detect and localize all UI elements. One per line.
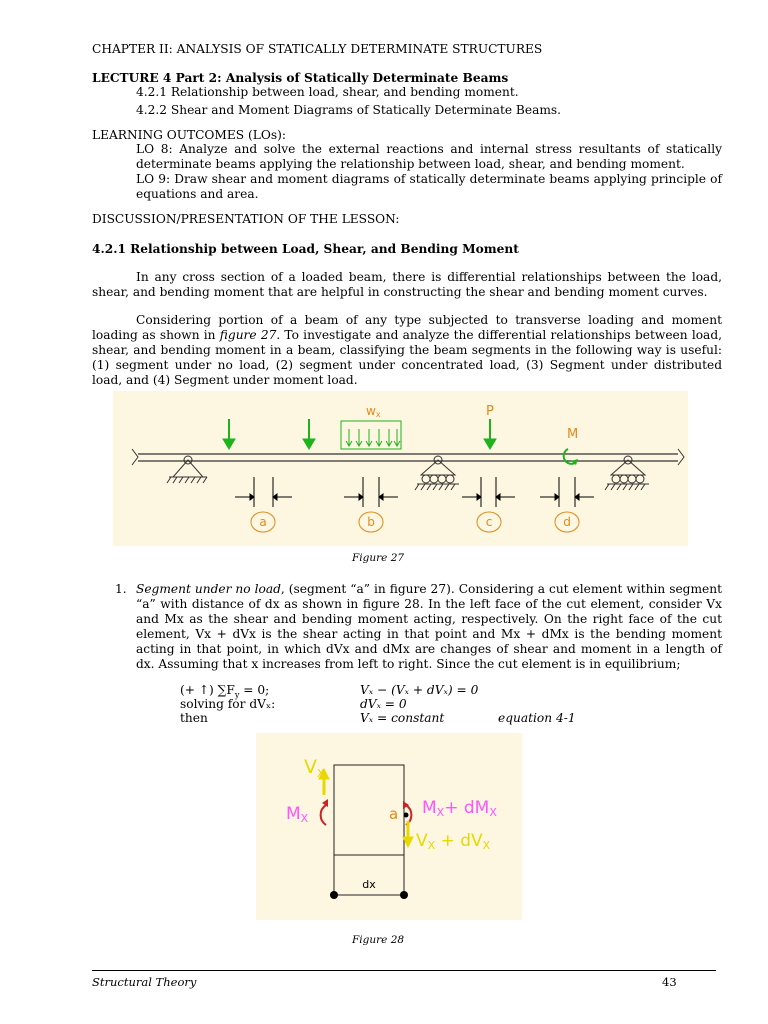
figure-28: [256, 733, 522, 920]
segment-c-label: c: [485, 515, 493, 529]
load-wx-label: wx: [366, 404, 381, 419]
eq-row-2-left: solving for dVₓ:: [180, 697, 276, 711]
mx-moment-arc-icon: [321, 805, 326, 825]
footer-title: Structural Theory: [92, 975, 197, 989]
beam-break-right: [678, 449, 684, 465]
eq-row-1-left: (+ ↑) $\sum F_y = 0$;: [180, 683, 270, 700]
eq-tag-4-1: equation 4-1: [498, 711, 576, 725]
outcomes-heading: LEARNING OUTCOMES (LOs):: [92, 128, 286, 142]
point-load-arrow-2: [303, 419, 315, 449]
load-p-label: P: [486, 404, 494, 419]
paragraph-2-figref: figure 27: [219, 328, 277, 342]
point-load-p-arrow: [484, 419, 496, 449]
eq-row-2-right: dVₓ = 0: [360, 697, 407, 711]
footer-rule: [92, 970, 716, 971]
eq-row-3-right: Vₓ = constant: [360, 711, 445, 725]
load-m-label: M: [567, 427, 579, 442]
pin-support-icon: [167, 456, 207, 483]
figure-27-caption: Figure 27: [352, 552, 405, 564]
outcome-lo8: LO 8: Analyze and solve the external reactions and internal stress resultants of statically determinate beams applying the relationship between load, shear, and bending moment.: [136, 142, 722, 171]
outcome-lo9: LO 9: Draw shear and moment diagrams of statically determinate beams applying principle of equations and area.: [136, 172, 722, 201]
paragraph-2-text-a: Considering portion of a beam of any type subjected to transverse loading and moment loading as shown in: [92, 313, 722, 342]
eq-row-1-right: Vₓ − (Vₓ + dVₓ) = 0: [360, 683, 479, 697]
paragraph-2-text-b: . To investigate and analyze the differential relationships between load, shear, and bending moment in a beam, classifying the beam segments in the following way is useful: (1) segment under no load, (2) segment under concentrated load, (3) Segment under distributed load, and (4) Segment under moment load.: [92, 328, 722, 387]
eq-row-3-left: then: [180, 711, 208, 725]
mx-dmx-label: MX+ dMX: [422, 798, 497, 819]
figure-28-caption: Figure 28: [352, 934, 405, 946]
distributed-load: [341, 421, 401, 449]
figure-27: [113, 391, 688, 546]
cut-element-diagram: [256, 733, 522, 920]
toc-item-1: 4.2.1 Relationship between load, shear, and bending moment.: [136, 85, 519, 99]
item-1-number: 1.: [115, 582, 127, 596]
paragraph-2: [92, 313, 722, 388]
dx-left-node: [330, 891, 338, 899]
item-1-body: , (segment “a” in figure 27). Considering a cut element within segment “a” with distance of dx as shown in figure 28. In the left face of the cut element, consider Vx and Mx as the shear and bending moment acting, respectively. On the right face of the cut element, Vx + dVx is the shear acting in that point and Mx + dMx is the bending moment acting in that point, in which dVx and dMx are changes of shear and moment in a length of dx. Assuming that x increases from left to right. Since the cut element is in equilibrium;: [136, 582, 722, 671]
beam-diagram: [113, 391, 688, 546]
section-title: 4.2.1 Relationship between Load, Shear, and Bending Moment: [92, 242, 519, 256]
item-1-text: [136, 582, 722, 672]
chapter-title: CHAPTER II: ANALYSIS OF STATICALLY DETERMINATE STRUCTURES: [92, 42, 543, 56]
dx-label: dx: [362, 878, 376, 891]
paragraph-1: In any cross section of a loaded beam, there is differential relationships between the load, shear, and bending moment that are helpful in constructing the shear and bending moment curves.: [92, 270, 722, 299]
page-number: 43: [662, 975, 677, 989]
dx-right-node: [400, 891, 408, 899]
point-a-label: a: [389, 805, 399, 823]
vx-dvx-label: VX + dVX: [416, 831, 491, 852]
lecture-title: LECTURE 4 Part 2: Analysis of Statically Determinate Beams: [92, 71, 509, 85]
segment-markers: [235, 477, 594, 507]
segment-b-label: b: [367, 515, 375, 529]
toc-item-2: 4.2.2 Shear and Moment Diagrams of Statically Determinate Beams.: [136, 103, 562, 117]
vx-label: $V_X$: [304, 756, 325, 780]
mx-label: MX: [286, 804, 309, 825]
discussion-heading: DISCUSSION/PRESENTATION OF THE LESSON:: [92, 212, 400, 226]
point-load-arrow-1: [223, 419, 235, 449]
item-1-lead: Segment under no load: [136, 582, 281, 596]
segment-a-label: a: [259, 515, 267, 529]
point-a-node: [404, 813, 409, 818]
beam-break-left: [132, 449, 138, 465]
segment-d-label: d: [563, 515, 571, 529]
